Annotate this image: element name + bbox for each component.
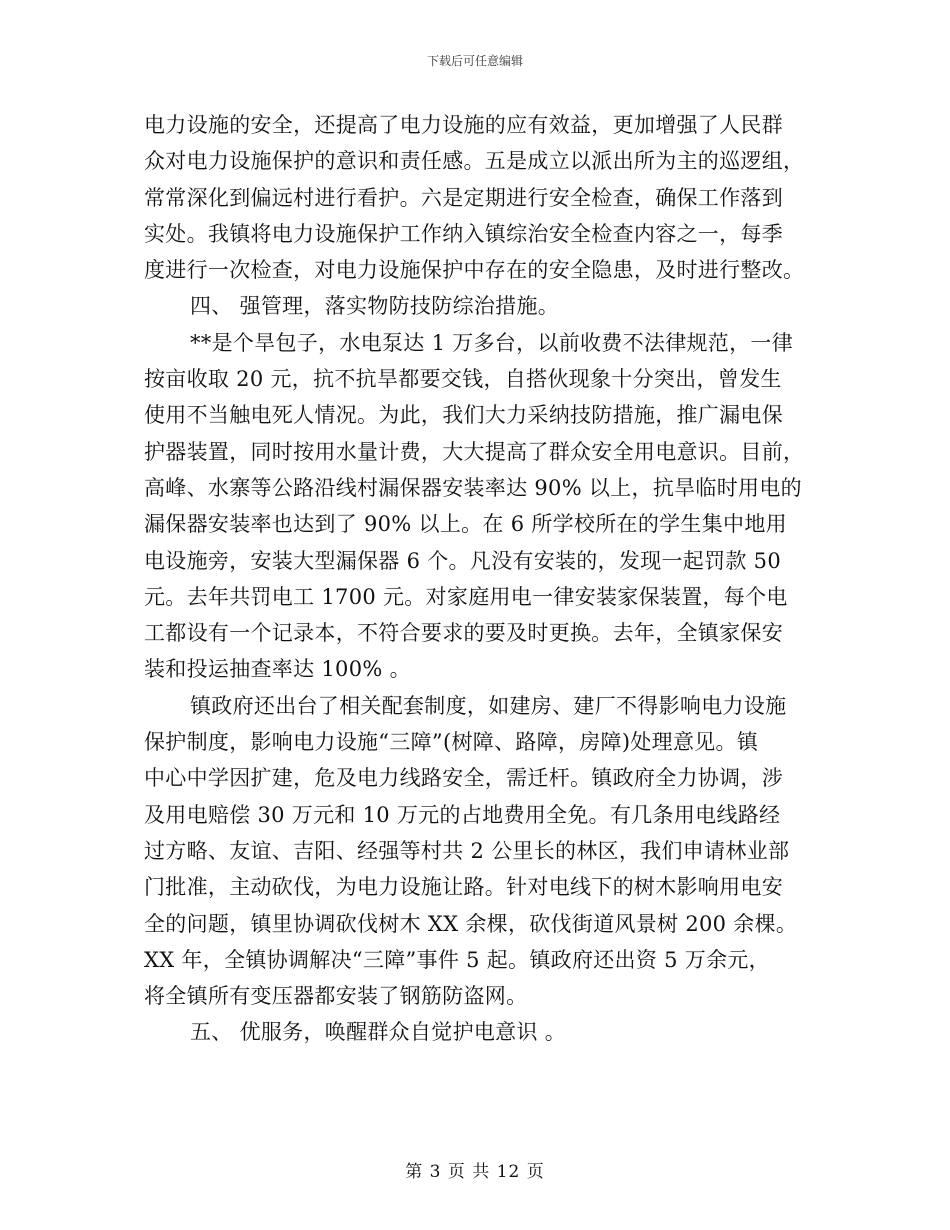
text-line: 保护制度，影响电力设施“三障”(树障、路障，房障)处理意见。镇	[144, 730, 759, 755]
text-line: 装和投运抽查率达 100% 。	[144, 657, 411, 682]
section-heading: 四、 强管理，落实物防技防综治措施。	[190, 294, 560, 319]
text-line: 常常深化到偏远村进行看护。六是定期进行安全检查，确保工作落到	[144, 185, 783, 210]
text-line: 将全镇所有变压器都安装了钢筋防盗网。	[144, 984, 528, 1009]
text-line: 实处。我镇将电力设施保护工作纳入镇综治安全检查内容之一，每季	[144, 221, 783, 246]
text-line: 度进行一次检查，对电力设施保护中存在的安全隐患，及时进行整改。	[144, 258, 805, 283]
text-line: 镇政府还出台了相关配套制度，如建房、建厂不得影响电力设施	[190, 693, 787, 718]
text-line: 及用电赔偿 30 万元和 10 万元的占地费用全免。有几条用电线路经	[144, 802, 781, 827]
text-line: 众对电力设施保护的意识和责任感。五是成立以派出所为主的巡逻组，	[144, 149, 805, 174]
text-line: 电设施旁，安装大型漏保器 6 个。凡没有安装的，发现一起罚款 50	[144, 548, 782, 573]
page-number-footer: 第 3 页 共 12 页	[405, 1162, 545, 1182]
text-line: 门批准，主动砍伐，为电力设施让路。针对电线下的树木影响用电安	[144, 875, 783, 900]
document-body	[144, 107, 810, 1051]
text-line: XX 年，全镇协调解决“三障”事件 5 起。镇政府还出资 5 万余元，	[144, 947, 770, 972]
text-line: 中心中学因扩建，危及电力线路安全，需迁杆。镇政府全力协调，涉	[144, 766, 783, 791]
text-line: 过方略、友谊、吉阳、经强等村共 2 公里长的林区，我们申请林业部	[144, 838, 790, 863]
text-line: 元。去年共罚电工 1700 元。对家庭用电一律安装家保装置，每个电	[144, 584, 788, 609]
text-line: 按亩收取 20 元，抗不抗旱都要交钱，自搭伙现象十分突出，曾发生	[144, 367, 782, 392]
text-line: 使用不当触电死人情况。为此，我们大力采纳技防措施，推广漏电保	[144, 403, 783, 428]
text-line: 全的问题，镇里协调砍伐树木 XX 余棵，砍伐街道风景树 200 余棵。	[144, 911, 798, 936]
text-line: 漏保器安装率也达到了 90% 以上。在 6 所学校所在的学生集中地用	[144, 512, 787, 537]
page-header: 下载后可任意编辑	[426, 54, 523, 68]
text-line: 护器装置，同时按用水量计费，大大提高了群众安全用电意识。目前，	[144, 439, 805, 464]
text-line: 高峰、水寨等公路沿线村漏保器安装率达 90% 以上，抗旱临时用电的	[144, 475, 802, 500]
section-heading: 五、 优服务，唤醒群众自觉护电意识 。	[190, 1020, 567, 1045]
text-line: 电力设施的安全，还提高了电力设施的应有效益，更加增强了人民群	[144, 113, 783, 137]
text-line: 工都设有一个记录本，不符合要求的要及时更换。去年，全镇家保安	[144, 621, 783, 646]
text-line: **是个旱包子，水电泵达 1 万多台，以前收费不法律规范，一律	[190, 330, 794, 355]
